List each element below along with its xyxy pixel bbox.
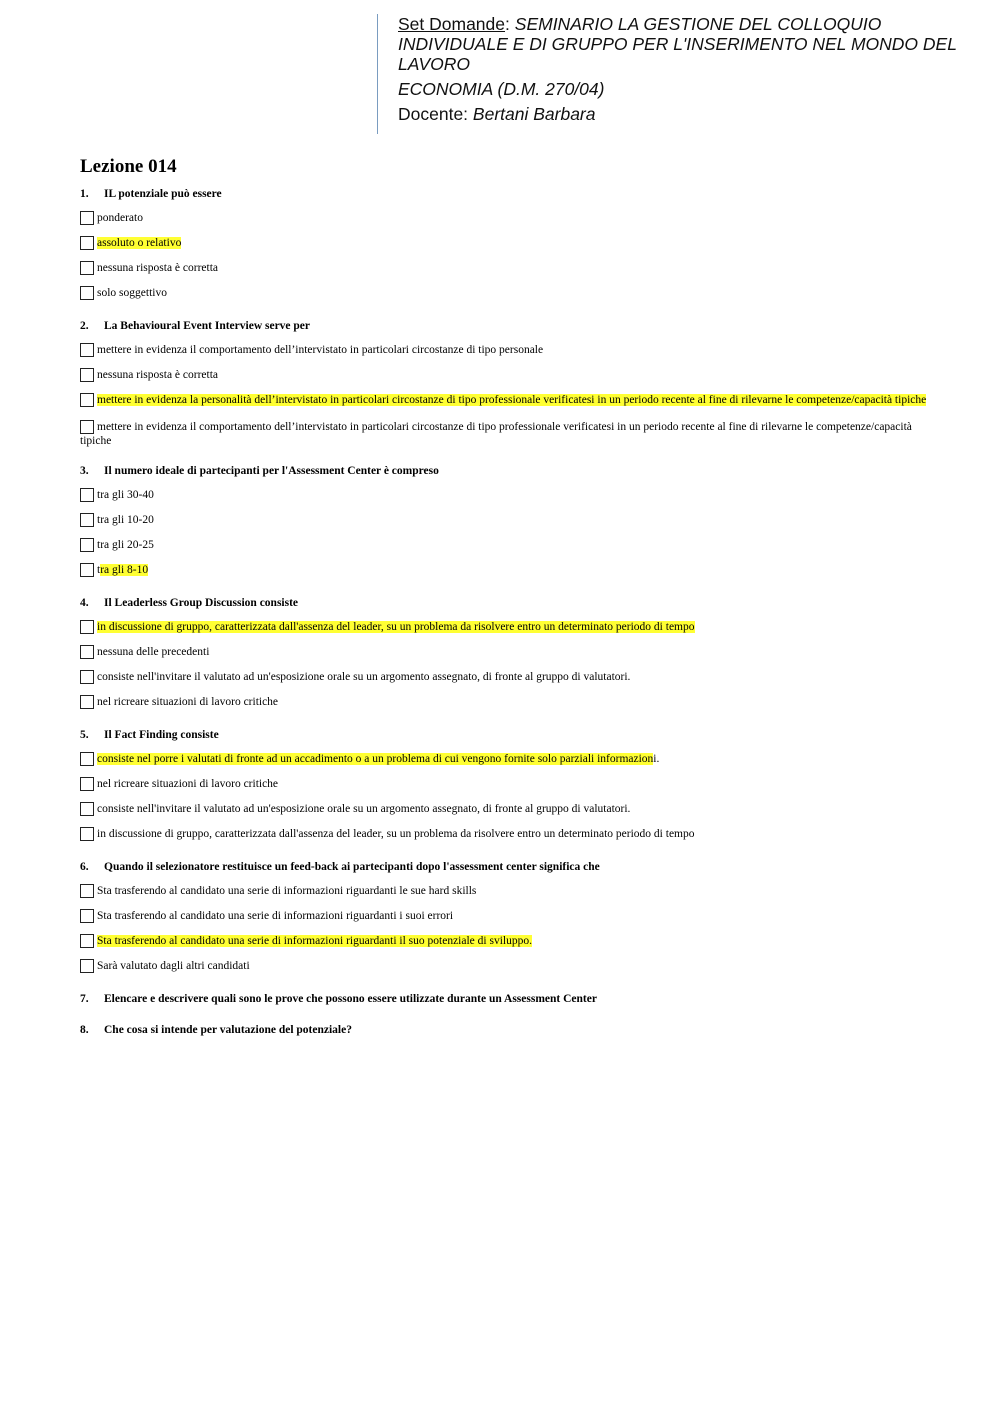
set-colon: : xyxy=(505,14,510,34)
question-text: La Behavioural Event Interview serve per xyxy=(104,320,311,332)
teacher-name: Bertani Barbara xyxy=(472,104,596,124)
answer-checkbox[interactable] xyxy=(80,934,94,948)
document-header xyxy=(398,14,988,124)
answer-option[interactable] xyxy=(80,211,940,228)
question-number: 7. xyxy=(80,993,89,1005)
question-text: Quando il selezionatore restituisce un feed-back ai partecipanti dopo l'assessment center significa che xyxy=(104,861,600,873)
answer-option[interactable] xyxy=(80,236,940,253)
answer-text: Sta trasferendo al candidato una serie di informazioni riguardanti il suo potenziale di sviluppo. xyxy=(97,935,532,947)
answer-checkbox[interactable] xyxy=(80,538,94,552)
answer-text: nessuna risposta è corretta xyxy=(97,262,219,274)
answer-text: Sarà valutato dagli altri candidati xyxy=(97,960,250,972)
question-number: 3. xyxy=(80,465,89,477)
answer-text: nel ricreare situazioni di lavoro critiche xyxy=(97,778,279,790)
answer-option[interactable] xyxy=(80,670,940,687)
question-number: 6. xyxy=(80,861,89,873)
answer-option[interactable] xyxy=(80,777,940,794)
answer-checkbox[interactable] xyxy=(80,368,94,382)
answer-checkbox[interactable] xyxy=(80,959,94,973)
answer-checkbox[interactable] xyxy=(80,645,94,659)
answer-option[interactable] xyxy=(80,563,940,580)
question-title xyxy=(80,1022,940,1039)
answer-option[interactable] xyxy=(80,827,940,844)
answer-option[interactable] xyxy=(80,286,940,303)
question-title xyxy=(80,859,940,876)
answer-checkbox[interactable] xyxy=(80,488,94,502)
answer-checkbox[interactable] xyxy=(80,802,94,816)
answer-text: mettere in evidenza la personalità dell’intervistato in particolari circostanze di tipo professionale verificatesi in un periodo recente al fine di rilevarne le competenze/capacità tipiche xyxy=(97,394,927,406)
answer-option[interactable] xyxy=(80,620,940,637)
question-text: Il numero ideale di partecipanti per l'Assessment Center è compreso xyxy=(104,465,439,477)
header-divider xyxy=(377,14,378,134)
answer-option[interactable] xyxy=(80,261,940,278)
answer-text: Sta trasferendo al candidato una serie di informazioni riguardanti le sue hard skills xyxy=(97,885,477,897)
question-title xyxy=(80,318,940,335)
answer-text: consiste nell'invitare il valutato ad un'esposizione orale su un argomento assegnato, di fronte al gruppo di valutatori. xyxy=(97,671,631,683)
answer-checkbox[interactable] xyxy=(80,884,94,898)
answer-text: tra gli 10-20 xyxy=(97,514,154,526)
set-title: SEMINARIO LA GESTIONE DEL COLLOQUIO INDIVIDUALE E DI GRUPPO PER L'INSERIMENTO NEL MONDO DEL LAVORO xyxy=(398,14,957,74)
question-text: Elencare e descrivere quali sono le prove che possono essere utilizzate durante un Assessment Center xyxy=(104,993,597,1005)
answer-checkbox[interactable] xyxy=(80,909,94,923)
teacher-row xyxy=(398,104,988,124)
answer-checkbox[interactable] xyxy=(80,827,94,841)
question-number: 2. xyxy=(80,320,89,332)
answer-checkbox[interactable] xyxy=(80,752,94,766)
set-label: Set Domande xyxy=(398,14,506,34)
answer-checkbox[interactable] xyxy=(80,211,94,225)
answer-checkbox[interactable] xyxy=(80,286,94,300)
answer-text: assoluto o relativo xyxy=(97,237,182,249)
answer-option[interactable] xyxy=(80,393,940,410)
question-title xyxy=(80,595,940,612)
question-block xyxy=(80,859,940,976)
lesson-title: Lezione 014 xyxy=(80,156,177,177)
answer-checkbox[interactable] xyxy=(80,420,94,434)
course-row xyxy=(398,79,988,99)
answer-option[interactable] xyxy=(80,909,940,926)
answer-text: in discussione di gruppo, caratterizzata dall'assenza del leader, su un problema da risolvere entro un determinato periodo di tempo xyxy=(97,621,695,633)
answer-text: solo soggettivo xyxy=(97,287,167,299)
question-text: Che cosa si intende per valutazione del potenziale? xyxy=(104,1024,352,1036)
answer-option[interactable] xyxy=(80,695,940,712)
answer-checkbox[interactable] xyxy=(80,777,94,791)
answer-checkbox[interactable] xyxy=(80,393,94,407)
question-block xyxy=(80,991,940,1008)
answer-checkbox[interactable] xyxy=(80,343,94,357)
question-title xyxy=(80,186,940,203)
question-text: IL potenziale può essere xyxy=(104,188,222,200)
answer-option[interactable] xyxy=(80,420,940,448)
answer-text: consiste nell'invitare il valutato ad un'esposizione orale su un argomento assegnato, di fronte al gruppo di valutatori. xyxy=(97,803,631,815)
answer-checkbox[interactable] xyxy=(80,695,94,709)
answer-checkbox[interactable] xyxy=(80,620,94,634)
question-block xyxy=(80,1022,940,1039)
answer-text: nel ricreare situazioni di lavoro critiche xyxy=(97,696,279,708)
question-text: Il Leaderless Group Discussion consiste xyxy=(104,597,299,609)
answer-text-highlighted: consiste nel porre i valutati di fronte ad un accadimento o a un problema di cui vengono fornite solo parziali informazion xyxy=(97,753,654,765)
question-block xyxy=(80,463,940,580)
answer-option[interactable] xyxy=(80,752,940,769)
teacher-label: Docente: xyxy=(398,104,469,124)
set-title-row xyxy=(398,14,988,74)
answer-text: mettere in evidenza il comportamento dell’intervistato in particolari circostanze di tipo personale xyxy=(97,344,544,356)
answer-text-plain: t xyxy=(97,564,101,576)
answer-option[interactable] xyxy=(80,802,940,819)
answer-text: tra gli 30-40 xyxy=(97,489,154,501)
answer-option[interactable] xyxy=(80,934,940,951)
answer-text: nessuna delle precedenti xyxy=(97,646,210,658)
answer-text: tra gli 20-25 xyxy=(97,539,154,551)
question-block xyxy=(80,727,940,844)
answer-option[interactable] xyxy=(80,343,940,360)
question-number: 1. xyxy=(80,188,89,200)
answer-text: nessuna risposta è corretta xyxy=(97,369,219,381)
answer-text-plain: i. xyxy=(653,753,660,765)
question-block xyxy=(80,186,940,303)
answer-checkbox[interactable] xyxy=(80,563,94,577)
answer-option[interactable] xyxy=(80,959,940,976)
question-number: 8. xyxy=(80,1024,89,1036)
question-title xyxy=(80,991,940,1008)
answer-option[interactable] xyxy=(80,645,940,662)
answer-option[interactable] xyxy=(80,513,940,530)
answer-text-highlighted: ra gli 8-10 xyxy=(100,564,149,576)
answer-checkbox[interactable] xyxy=(80,236,94,250)
answer-checkbox[interactable] xyxy=(80,670,94,684)
question-block xyxy=(80,595,940,712)
answer-option[interactable] xyxy=(80,538,940,555)
answer-text: Sta trasferendo al candidato una serie di informazioni riguardanti i suoi errori xyxy=(97,910,454,922)
answer-text: mettere in evidenza il comportamento dell’intervistato in particolari circostanze di tipo professionale verificatesi in un periodo recente al fine di rilevarne le competenze/capacità tipiche xyxy=(80,421,912,447)
answer-text: in discussione di gruppo, caratterizzata dall'assenza del leader, su un problema da risolvere entro un determinato periodo di tempo xyxy=(97,828,695,840)
question-list xyxy=(80,186,940,1053)
question-title xyxy=(80,727,940,744)
question-title xyxy=(80,463,940,480)
question-number: 4. xyxy=(80,597,89,609)
answer-option[interactable] xyxy=(80,488,940,505)
answer-checkbox[interactable] xyxy=(80,513,94,527)
question-number: 5. xyxy=(80,729,89,741)
answer-checkbox[interactable] xyxy=(80,261,94,275)
question-text: Il Fact Finding consiste xyxy=(104,729,219,741)
answer-option[interactable] xyxy=(80,884,940,901)
course-name: ECONOMIA (D.M. 270/04) xyxy=(398,79,605,99)
question-block xyxy=(80,318,940,448)
answer-option[interactable] xyxy=(80,368,940,385)
answer-text: ponderato xyxy=(97,212,143,224)
